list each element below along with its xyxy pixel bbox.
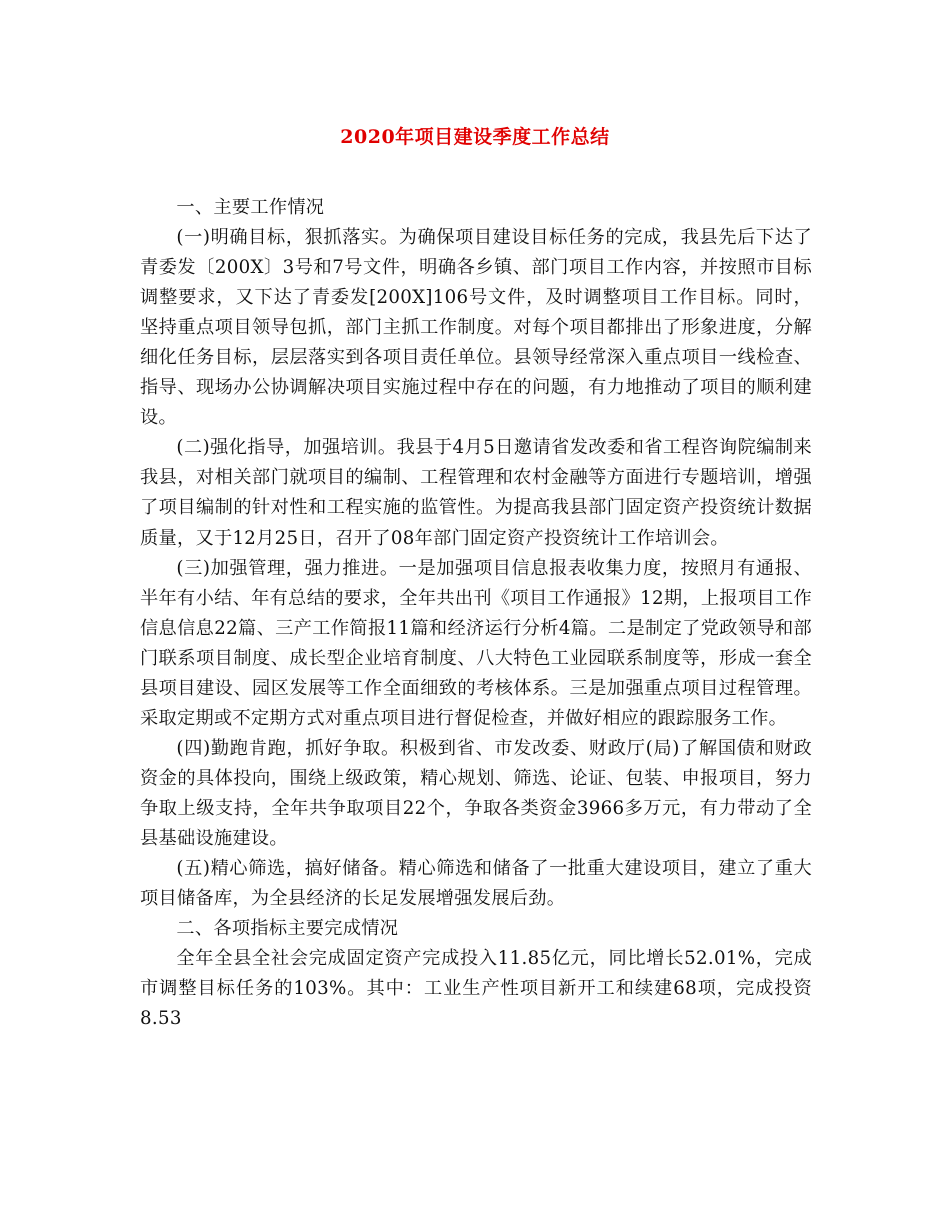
paragraph-management: (三)加强管理，强力推进。一是加强项目信息报表收集力度，按照月有通报、半年有小结、年有总结的要求，全年共出刊《项目工作通报》12期，上报项目工作信息信息22篇、三产工作简报11篇和经济运行分析4篇。二是制定了党政领导和部门联系项目制度、成长型企业培育制度、八大特色工业园联系制度等，形成一套全县项目建设、园区发展等工作全面细致的考核体系。三是加强重点项目过程管理。采取定期或不定期方式对重点项目进行督促检查，并做好相应的跟踪服务工作。 (140, 557, 812, 729)
paragraph-project-reserve: (五)精心筛选，搞好储备。精心筛选和储备了一批重大建设项目，建立了重大项目储备库，为全县经济的长足发展增强发展后劲。 (140, 858, 812, 910)
section-heading-indicators: 二、各项指标主要完成情况 (176, 918, 399, 940)
document-body (140, 193, 812, 1034)
paragraph-guidance-training: (二)强化指导，加强培训。我县于4月5日邀请省发改委和省工程咨询院编制来我县，对相关部门就项目的编制、工程管理和农村金融等方面进行专题培训，增强了项目编制的针对性和工程实施的监管性。为提高我县部门固定资产投资统计数据质量，又于12月25日，召开了08年部门固定资产投资统计工作培训会。 (140, 437, 812, 549)
paragraph-funding: (四)勤跑肯跑，抓好争取。积极到省、市发改委、财政厅(局)了解国债和财政资金的具体投向，围绕上级政策，精心规划、筛选、论证、包装、申报项目，努力争取上级支持，全年共争取项目22个，争取各类资金3966多万元，有力带动了全县基础设施建设。 (140, 737, 812, 849)
paragraph-clear-goals: (一)明确目标，狠抓落实。为确保项目建设目标任务的完成，我县先后下达了青委发〔200X〕3号和7号文件，明确各乡镇、部门项目工作内容，并按照市目标调整要求，又下达了青委发[200X]106号文件，及时调整项目工作目标。同时，坚持重点项目领导包抓，部门主抓工作制度。对每个项目都排出了形象进度，分解细化任务目标，层层落实到各项目责任单位。县领导经常深入重点项目一线检查、指导、现场办公协调解决项目实施过程中存在的问题，有力地推动了项目的顺利建设。 (140, 227, 812, 429)
paragraph-investment-summary: 全年全县全社会完成固定资产完成投入11.85亿元，同比增长52.01%，完成市调整目标任务的103%。其中：工业生产性项目新开工和续建68项，完成投资8.53 (140, 948, 812, 1030)
section-heading-main-work: 一、主要工作情况 (176, 197, 325, 218)
document-title: 2020年项目建设季度工作总结 (340, 126, 610, 148)
